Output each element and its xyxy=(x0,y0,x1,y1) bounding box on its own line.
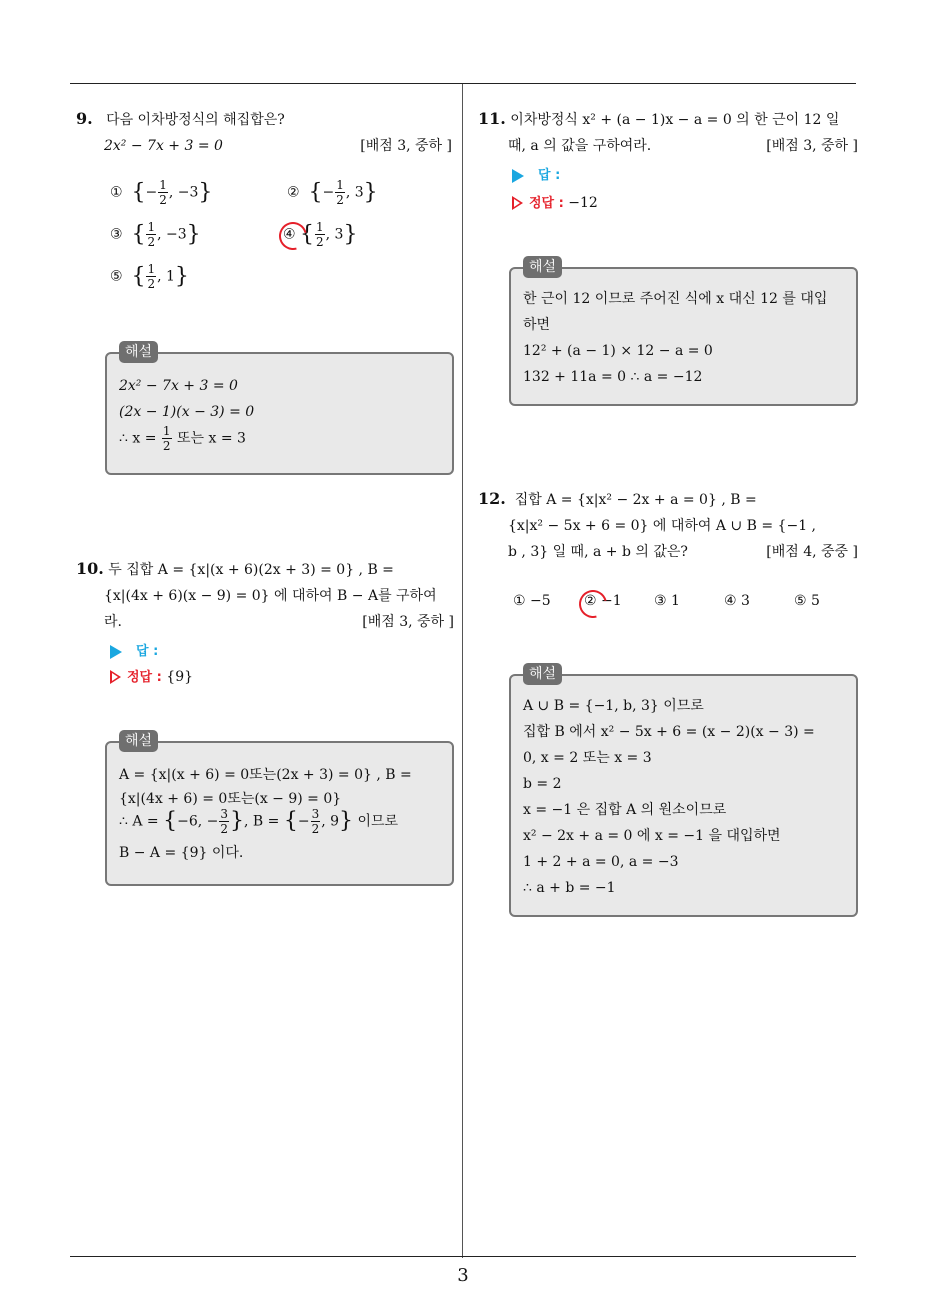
solution-line: x = −1 은 집합 A 의 원소이므로 xyxy=(523,802,727,818)
play-arrow-icon xyxy=(110,645,122,659)
question-text: 라. xyxy=(104,614,122,630)
question-12 xyxy=(478,486,858,565)
solution-line: (2x − 1)(x − 3) = 0 xyxy=(119,404,255,420)
answer-row[interactable] xyxy=(110,640,158,659)
choice-2[interactable]: ② {− $\frac{1}{2}$ , 3} xyxy=(287,178,378,207)
question-text: 다음 이차방정식의 해집합은? xyxy=(106,112,285,128)
solution-line: b = 2 xyxy=(523,776,562,792)
question-text: 이차방정식 x² + (a − 1)x − a = 0 의 한 근이 12 일 xyxy=(510,112,840,128)
solution-line: 132 + 11a = 0 ∴ a = −12 xyxy=(523,369,703,385)
solution-line: 12² + (a − 1) × 12 − a = 0 xyxy=(523,343,713,359)
question-9 xyxy=(76,106,452,159)
solution-line: 1 + 2 + a = 0, a = −3 xyxy=(523,854,679,870)
question-text: 때, a 의 값을 구하여라. xyxy=(508,138,652,154)
choice-5[interactable]: ⑤ 5 xyxy=(794,593,820,609)
solution-box-12 xyxy=(509,666,858,917)
solution-tag: 해설 xyxy=(119,730,158,752)
answer-label: 답 : xyxy=(136,644,159,659)
points-label: [배점 3, 중하 ] xyxy=(362,614,454,630)
correct-label: 정답 : xyxy=(529,196,564,211)
solution-line: A ∪ B = {−1, b, 3} 이므로 xyxy=(523,698,704,714)
choice-2[interactable]: ② −1 xyxy=(584,593,622,609)
solution-line: 하면 xyxy=(523,317,551,333)
correct-answer-row xyxy=(110,666,193,685)
equation: 2x² − 7x + 3 = 0 xyxy=(104,138,223,154)
solution-line: ∴ a + b = −1 xyxy=(523,880,616,896)
correct-value: {9} xyxy=(166,669,194,685)
question-text: {x|x² − 5x + 6 = 0} 에 대하여 A ∪ B = {−1 , xyxy=(508,518,816,534)
answer-row[interactable] xyxy=(512,164,560,183)
points-label: [배점 4, 중중 ] xyxy=(766,544,858,560)
choice-5[interactable]: ⑤ { $\frac{1}{2}$ , 1} xyxy=(110,262,189,291)
solution-box-9 xyxy=(105,344,454,475)
outline-arrow-icon xyxy=(110,670,121,684)
correct-label: 정답 : xyxy=(127,670,162,685)
question-text: b , 3} 일 때, a + b 의 값은? xyxy=(508,544,688,560)
solution-line: 0, x = 2 또는 x = 3 xyxy=(523,750,652,766)
top-rule xyxy=(70,83,856,84)
choice-4[interactable]: ④ 3 xyxy=(724,593,750,609)
choice-4[interactable]: ④ { $\frac{1}{2}$ , 3} xyxy=(283,220,358,249)
solution-box-11 xyxy=(509,259,858,406)
solution-line: x² − 2x + a = 0 에 x = −1 을 대입하면 xyxy=(523,828,781,844)
question-11 xyxy=(478,106,858,159)
points-label: [배점 3, 중하 ] xyxy=(360,138,452,154)
question-number: 10. xyxy=(76,559,104,578)
question-number: 11. xyxy=(478,109,506,128)
points-label: [배점 3, 중하 ] xyxy=(766,138,858,154)
bottom-rule xyxy=(70,1256,856,1257)
question-number: 12. xyxy=(478,489,506,508)
correct-value: −12 xyxy=(568,195,598,211)
solution-line: ∴ A = {−6, − $\frac{3}{2}$ }, B = {− $\frac{3}{2}$ , 9} 이므로 xyxy=(119,807,399,836)
question-text: 두 집합 A = {x|(x + 6)(2x + 3) = 0} , B = xyxy=(108,562,394,578)
solution-line: B − A = {9} 이다. xyxy=(119,845,244,861)
solution-tag: 해설 xyxy=(523,256,562,278)
solution-tag: 해설 xyxy=(523,663,562,685)
question-text: {x|(4x + 6)(x − 9) = 0} 에 대하여 B − A를 구하여 xyxy=(104,588,437,604)
solution-line: {x|(4x + 6) = 0또는(x − 9) = 0} xyxy=(119,791,342,807)
solution-line: ∴ x = $\frac{1}{2}$ 또는 x = 3 xyxy=(119,424,246,453)
choice-3[interactable]: ③ 1 xyxy=(654,593,680,609)
question-10 xyxy=(76,556,454,635)
solution-line: 2x² − 7x + 3 = 0 xyxy=(119,378,238,394)
solution-tag: 해설 xyxy=(119,341,158,363)
answer-label: 답 : xyxy=(538,168,561,183)
solution-line: A = {x|(x + 6) = 0또는(2x + 3) = 0} , B = xyxy=(119,767,412,783)
choice-3[interactable]: ③ { $\frac{1}{2}$ , −3} xyxy=(110,220,201,249)
column-divider xyxy=(462,84,463,1258)
question-text: 집합 A = {x|x² − 2x + a = 0} , B = xyxy=(514,492,757,508)
selected-choice-circle xyxy=(574,585,612,623)
choice-1[interactable]: ① −5 xyxy=(513,593,551,609)
solution-line: 집합 B 에서 x² − 5x + 6 = (x − 2)(x − 3) = xyxy=(523,724,815,740)
solution-line: 한 근이 12 이므로 주어진 식에 x 대신 12 를 대입 xyxy=(523,291,828,307)
correct-answer-row xyxy=(512,192,598,211)
play-arrow-icon xyxy=(512,169,524,183)
outline-arrow-icon xyxy=(512,196,523,210)
solution-box-10 xyxy=(105,733,454,886)
question-number: 9. xyxy=(76,109,93,128)
page-number: 3 xyxy=(457,1265,469,1286)
choice-1[interactable]: ① {− $\frac{1}{2}$ , −3} xyxy=(110,178,213,207)
